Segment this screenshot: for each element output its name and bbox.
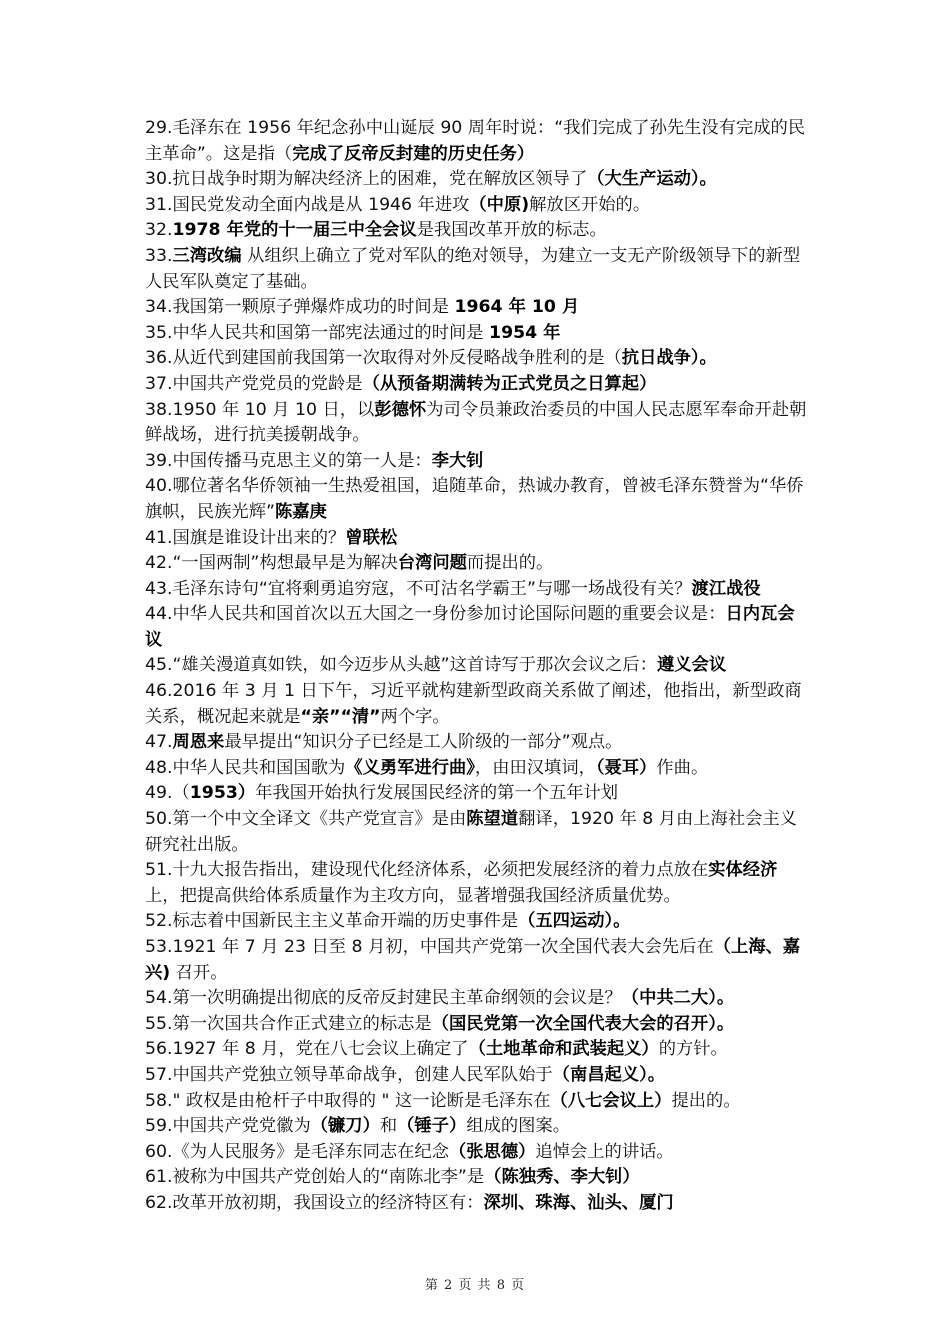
- question-text: 31.国民党发动全面内战是从 1946 年进攻: [145, 194, 470, 215]
- question-item: [145, 807, 810, 858]
- question-item: [145, 730, 810, 756]
- question-item: [145, 602, 810, 653]
- question-text: 55.第一次国共合作正式建立的标志是: [145, 1013, 432, 1034]
- question-text: 29.毛泽东在 1956 年纪念孙中山诞辰 90 周年时说：“我们完成了孙先生没有完成的民主革命”。这是指（: [145, 118, 806, 164]
- question-item: [145, 935, 810, 986]
- question-text: 为司令员兼政治委员的中国人民志愿军奉命开赴朝鲜战场，进行抗美援朝战争。: [145, 399, 807, 446]
- question-item: [145, 551, 810, 577]
- question-item: [145, 449, 810, 475]
- answer-text: （上海、嘉兴): [145, 937, 801, 983]
- question-text: 60.《为人民服务》是毛泽东同志在纪念: [145, 1141, 449, 1162]
- question-item: [145, 116, 810, 167]
- question-text: 50.第一个中文全译文《共产党宣言》是由: [145, 809, 467, 830]
- answer-text: （从预备期满转为正式党员之日算起）: [362, 373, 657, 394]
- question-text: 32.: [145, 220, 173, 241]
- answer-text: （国民党第一次全国代表大会的召开）。: [431, 1013, 735, 1034]
- question-text: 33.: [145, 245, 173, 266]
- question-text: 57.中国共产党独立领导革命战争，创建人民军队始于: [145, 1064, 553, 1085]
- question-text: 45.“雄关漫道真如铁，如今迈步从头越”这首诗写于那次会议之后：: [145, 655, 657, 676]
- question-text: 年我国开始执行发展国民经济的第一个五年计划: [255, 783, 619, 804]
- page-footer: 第 2 页 共 8 页: [424, 1278, 526, 1293]
- question-text: 的方针。: [658, 1039, 728, 1060]
- question-text: 和: [379, 1116, 398, 1137]
- answer-text: （土地革命和武装起义）: [468, 1039, 659, 1060]
- question-text: 召开。: [170, 962, 228, 983]
- question-text: 49.（: [145, 783, 190, 804]
- question-item: [145, 167, 810, 193]
- question-item: [145, 577, 810, 603]
- question-text: 组成的图案。: [466, 1116, 571, 1137]
- answer-text: 遵义会议: [656, 655, 727, 676]
- answer-text: 1964 年 10 月: [454, 297, 580, 318]
- question-text: 作曲。: [656, 757, 709, 778]
- answer-text: 陈嘉庚: [274, 501, 327, 522]
- answer-text: 彭德怀: [374, 399, 427, 420]
- question-item: [145, 193, 810, 219]
- question-text: 61.被称为中国共产党创始人的“南陈北李”是: [145, 1167, 485, 1188]
- answer-text: 陈望道: [466, 809, 519, 830]
- answer-text: 抗日战争）。: [621, 348, 717, 369]
- answer-text: 三湾改编: [172, 245, 242, 266]
- question-item: [145, 679, 810, 730]
- answer-text: 台湾问题: [397, 553, 467, 574]
- question-text: 翻译，1920 年 8 月由上海社会主义研究社出版。: [145, 809, 797, 855]
- question-text: 40.哪位著名华侨领袖一生热爱祖国，追随革命，热诚办教育，曾被毛泽东赞誉为“华侨旗帜，民族光辉”: [145, 476, 804, 522]
- question-text: 48.中华人民共和国国歌为: [145, 757, 346, 778]
- question-text: 52.标志着中国新民主主义革命开端的历史事件是: [145, 911, 519, 932]
- question-text: 62.改革开放初期，我国设立的经济特区有：: [145, 1192, 484, 1213]
- answer-text: （聂耳）: [595, 757, 657, 778]
- question-text: 58." 政权是由枪杆子中取得的 " 这一论断是毛泽东在: [145, 1090, 551, 1111]
- question-item: [145, 218, 810, 244]
- question-text: 34.我国第一颗原子弹爆炸成功的时间是: [145, 297, 455, 318]
- answer-text: （锤子）: [397, 1116, 467, 1137]
- question-item: [145, 372, 810, 398]
- question-text: 47.: [145, 732, 173, 753]
- question-text: 30.抗日战争时期为解决经济上的困难，党在解放区领导了: [145, 169, 588, 190]
- answer-text: 日内瓦会议: [145, 604, 795, 650]
- question-text: 提出的。: [671, 1090, 741, 1111]
- answer-text: 1978 年党的十一届三中全会议: [172, 220, 417, 241]
- question-text: 39.中国传播马克思主义的第一人是：: [145, 450, 432, 471]
- question-text: 46.2016 年 3 月 1 日下午，习近平就构建新型政商关系做了阐述，他指出，新型政商关系，概况起来就是: [145, 681, 802, 727]
- question-text: 41.国旗是谁设计出来的？: [145, 527, 346, 548]
- question-item: [145, 653, 810, 679]
- question-item: [145, 295, 810, 321]
- question-text: 42.“一国两制”构想最早是为解决: [145, 553, 398, 574]
- answer-text: 1953）: [189, 783, 256, 804]
- answer-text: 李大钊: [431, 450, 484, 471]
- question-text: 53.1921 年 7 月 23 日至 8 月初，中国共产党第一次全国代表大会先后在: [145, 937, 714, 957]
- question-item: [145, 1037, 810, 1063]
- answer-text: 深圳、珠海、汕头、厦门: [483, 1192, 674, 1213]
- answer-text: 周恩来: [172, 732, 225, 753]
- question-item: [145, 1140, 810, 1166]
- answer-text: （镰刀）: [310, 1116, 380, 1137]
- question-text: 37.中国共产党党员的党龄是: [145, 373, 363, 394]
- question-item: [145, 986, 810, 1012]
- answer-text: 《义勇军进行曲》: [345, 757, 475, 778]
- answer-text: “亲”“清”: [300, 706, 381, 727]
- question-item: [145, 526, 810, 552]
- answer-text: 完成了反帝反封建的历史任务）: [292, 143, 535, 164]
- answer-text: 1954 年: [489, 322, 561, 343]
- question-item: [145, 474, 810, 525]
- question-item: [145, 321, 810, 347]
- question-text: 51.十九大报告指出，建设现代化经济体系，必须把发展经济的着力点放在: [145, 860, 709, 881]
- question-text: 56.1927 年 8 月，党在八七会议上确定了: [145, 1039, 469, 1060]
- answer-text: （五四运动）。: [518, 911, 631, 932]
- question-item: [145, 1165, 810, 1191]
- question-item: [145, 858, 810, 909]
- question-text: 而提出的。: [466, 553, 554, 574]
- answer-text: 实体经济: [708, 860, 778, 881]
- question-text: 35.中华人民共和国第一部宪法通过的时间是: [145, 322, 490, 343]
- question-item: [145, 1063, 810, 1089]
- document-body: [145, 116, 810, 1217]
- question-text: 最早提出“知识分子已经是工人阶级的一部分”观点。: [224, 732, 623, 753]
- question-item: [145, 1191, 810, 1217]
- question-item: [145, 1089, 810, 1115]
- question-text: 上，把提高供给体系质量作为主攻方向，显著增强我国经济质量优势。: [145, 885, 681, 906]
- question-item: [145, 1012, 810, 1038]
- question-text: 追悼会上的讲话。: [535, 1141, 674, 1162]
- answer-text: （陈独秀、李大钊）: [484, 1167, 640, 1188]
- question-text: 36.从近代到建国前我国第一次取得对外反侵略战争胜利的是（: [145, 348, 622, 369]
- question-item: [145, 244, 810, 295]
- question-text: 从组织上确立了党对军队的绝对领导，为建立一支无产阶级领导下的新型人民军队奠定了基础。: [145, 245, 801, 292]
- question-text: 38.1950 年 10 月 10 日，以: [145, 399, 375, 420]
- question-item: [145, 346, 810, 372]
- answer-text: （八七会议上）: [550, 1090, 672, 1111]
- answer-text: 曾联松: [345, 527, 398, 548]
- question-text: 44.中华人民共和国首次以五大国之一身份参加讨论国际问题的重要会议是：: [145, 604, 726, 625]
- answer-text: （南昌起义）。: [552, 1064, 665, 1085]
- question-text: 59.中国共产党党徽为: [145, 1116, 311, 1137]
- answer-text: （中原): [469, 194, 530, 215]
- question-text: 54.第一次明确提出彻底的反帝反封建民主革命纲领的会议是？: [145, 988, 622, 1009]
- question-text: 43.毛泽东诗句“宜将剩勇追穷寇，不可沽名学霸王”与哪一场战役有关？: [145, 578, 692, 599]
- question-item: [145, 781, 810, 807]
- answer-text: （大生产运动）。: [587, 169, 717, 190]
- answer-text: （中共二大）。: [621, 988, 735, 1009]
- question-text: 解放区开始的。: [529, 194, 651, 215]
- question-item: [145, 756, 810, 782]
- question-text: ，由田汉填词，: [474, 757, 596, 778]
- question-item: [145, 1114, 810, 1140]
- answer-text: 渡江战役: [691, 578, 761, 599]
- question-text: 是我国改革开放的标志。: [416, 220, 607, 241]
- question-text: 两个字。: [380, 706, 450, 727]
- answer-text: （张思德）: [448, 1141, 536, 1162]
- question-item: [145, 398, 810, 449]
- question-item: [145, 909, 810, 935]
